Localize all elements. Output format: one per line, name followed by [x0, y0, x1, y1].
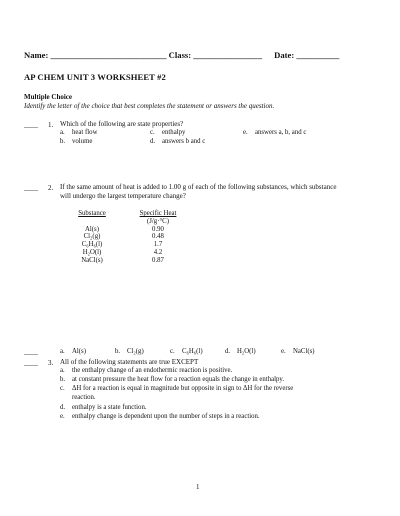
answer-blank-q3: ____ — [24, 359, 38, 367]
q3-option-e-text: enthalpy change is dependent upon the number of steps in a reaction. — [72, 413, 260, 420]
q2-option-d-letter: d. — [225, 348, 231, 355]
q3-option-a-letter: a. — [60, 367, 65, 374]
table-cell-substance: H₂O(l) — [82, 248, 102, 256]
q3-option-b-text: at constant pressure the heat flow for a reaction equals the change in enthalpy. — [72, 376, 285, 383]
q3-option-d-letter: d. — [60, 404, 66, 411]
q1-option-d-letter: d. — [150, 138, 156, 145]
q2-option-e-text: NaCl(s) — [293, 348, 315, 355]
q1-option-b-letter: b. — [60, 138, 66, 145]
answer-blank-q1: ____ — [24, 121, 38, 129]
q3-option-c-letter: c. — [60, 385, 65, 392]
table-cell-heat: 4.2 — [153, 248, 163, 256]
q2-option-c-letter: c. — [170, 348, 175, 355]
q1-option-c-letter: c. — [150, 129, 155, 136]
q3-option-c-text: ΔH for a reaction is equal in magnitude but opposite in sign to ΔH for the reverse — [72, 385, 294, 392]
table-col-specific-heat — [128, 210, 188, 265]
table-header-specific-heat: Specific Heat — [139, 210, 177, 217]
question-number-q1: 1. — [48, 121, 54, 129]
page-number: 1 — [196, 483, 200, 491]
q2-option-d-text: H₂O(l) — [237, 348, 256, 355]
q3-option-d-text: enthalpy is a state function. — [72, 404, 147, 411]
section-heading: Multiple Choice — [24, 93, 73, 101]
class-field-label: Class: ________________ — [168, 50, 263, 60]
table-header-unit: (J/g·°C) — [147, 217, 169, 225]
table-cell-substance: C₆H₆(l) — [81, 241, 103, 249]
q1-option-e-letter: e. — [243, 129, 248, 136]
q2-option-e-letter: e. — [281, 348, 286, 355]
q3-option-b-letter: b. — [60, 376, 66, 383]
q1-option-c-text: enthalpy — [162, 129, 186, 136]
name-field-label: Name: ___________________________ — [24, 50, 167, 60]
table-col-substance — [70, 210, 114, 265]
q2-option-a-text: Al(s) — [72, 348, 86, 355]
q1-option-e-text: answers a, b, and c — [255, 129, 307, 136]
question-text-q3: All of the following statements are true EXCEPT — [60, 358, 199, 366]
q1-option-b-text: volume — [72, 138, 93, 145]
question-text-q2-line1: If the same amount of heat is added to 1.00 g of each of the following substances, which substance — [60, 183, 337, 191]
table-cell-substance: Cl₂(g) — [83, 233, 101, 241]
table-cell-heat: 0.90 — [152, 225, 164, 233]
question-text-q1: Which of the following are state properties? — [60, 120, 184, 128]
header-line — [24, 50, 339, 60]
q1-option-d-text: answers b and c — [162, 138, 206, 145]
q2-option-b-text: Cl₂(g) — [127, 348, 144, 355]
date-field-label: Date: __________ — [274, 50, 340, 60]
q1-option-a-text: heat flow — [72, 129, 98, 136]
table-cell-substance: NaCl(s) — [81, 256, 103, 264]
worksheet-title: AP CHEM UNIT 3 WORKSHEET #2 — [24, 72, 166, 82]
q2-option-b-letter: b. — [115, 348, 121, 355]
q3-option-c-text-cont: reaction. — [72, 394, 96, 401]
table-cell-substance: Al(s) — [85, 225, 99, 233]
question-number-q3: 3. — [48, 359, 54, 367]
table-cell-heat: 0.48 — [152, 233, 164, 241]
q3-option-e-letter: e. — [60, 413, 65, 420]
answer-blank-q2-options: ____ — [24, 348, 38, 356]
q2-option-a-letter: a. — [60, 348, 65, 355]
table-cell-heat: 1.7 — [153, 241, 163, 249]
question-number-q2: 2. — [48, 184, 54, 192]
section-instructions: Identify the letter of the choice that best completes the statement or answers the question. — [24, 102, 275, 110]
q3-option-a-text: the enthalpy change of an endothermic reaction is positive. — [72, 367, 233, 374]
answer-blank-q2: ____ — [24, 184, 38, 192]
q2-option-c-text: C₆H₆(l) — [182, 348, 203, 355]
question-text-q2-line2: will undergo the largest temperature change? — [60, 192, 186, 200]
table-cell-heat: 0.87 — [152, 256, 164, 264]
q1-option-a-letter: a. — [60, 129, 65, 136]
table-header-substance: Substance — [78, 210, 106, 217]
